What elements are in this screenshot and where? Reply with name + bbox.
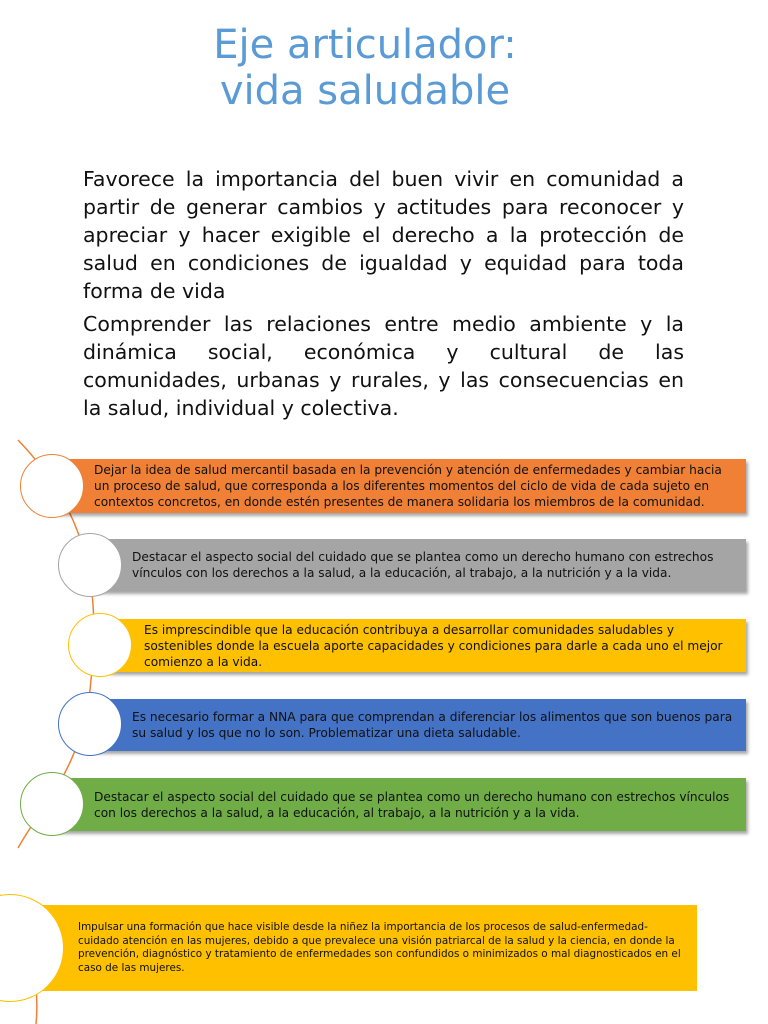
list-item-3 [108, 619, 746, 672]
list-item-5-text: Destacar el aspecto social del cuidado que se plantea como un derecho humano con estrechos vínculos con los derechos a la salud, a la educación, al trabajo, a la nutrición y a la vida. [94, 789, 730, 820]
list-item-3-text: Es imprescindible que la educación contribuya a desarrollar comunidades saludables y sostenibles donde la escuela aporte capacidades y condiciones para darle a cada uno el mejor comienzo a la vida. [144, 622, 723, 669]
list-item-2-circle [58, 533, 122, 597]
intro-paragraph-2: Comprender las relaciones entre medio ambiente y la dinámica social, económica y cultural de las comunidades, urbanas y rurales, y las consecuencias en la salud, individual y colectiva. [83, 312, 684, 420]
list-item-4-text: Es necesario formar a NNA para que comprendan a diferenciar los alimentos que son buenos para su salud y los que no lo son. Problematizar una dieta saludable. [132, 710, 733, 740]
list-item-2-text: Destacar el aspecto social del cuidado que se plantea como un derecho humano con estrechos vínculos con los derechos a la salud, a la educación, al trabajo, a la nutrición y a la vida. [132, 550, 714, 580]
list-item-4 [96, 699, 746, 751]
list-item-6 [40, 905, 697, 991]
title-line-1: Eje articulador: [213, 22, 517, 68]
list-item-4-circle [58, 692, 122, 756]
list-item-1-text: Dejar la idea de salud mercantil basada en la prevención y atención de enfermedades y cambiar hacia un proceso de salud, que corresponda a los diferentes momentos del ciclo de vida de cada sujeto en contextos concretos, en donde estén presentes de manera solidaria los miembros de la comunidad. [94, 463, 722, 509]
list-item-6-text: Impulsar una formación que hace visible desde la niñez la importancia de los procesos de salud-enfermedad-cuidado atención en las mujeres, debido a que prevalece una visión patriarcal de la salud y la ciencia, en donde la prevención, diagnóstico y tratamiento de enfermedades son confundidos o minimizados o mal diagnosticados en el caso de las mujeres. [78, 921, 681, 974]
list-item-2 [96, 539, 746, 591]
intro-paragraph-1: Favorece la importancia del buen vivir en comunidad a partir de generar cambios y actitudes para reconocer y apreciar y hacer exigible el derecho a la protección de salud en condiciones de igualdad y equidad para toda forma de vida [83, 167, 684, 303]
list-item-5 [56, 778, 746, 831]
list-item-1-circle [20, 454, 84, 518]
list-item-5-circle [20, 772, 84, 836]
list-item-3-circle [68, 613, 132, 677]
list-item-1 [56, 459, 746, 513]
title-line-2: vida saludable [219, 68, 511, 114]
